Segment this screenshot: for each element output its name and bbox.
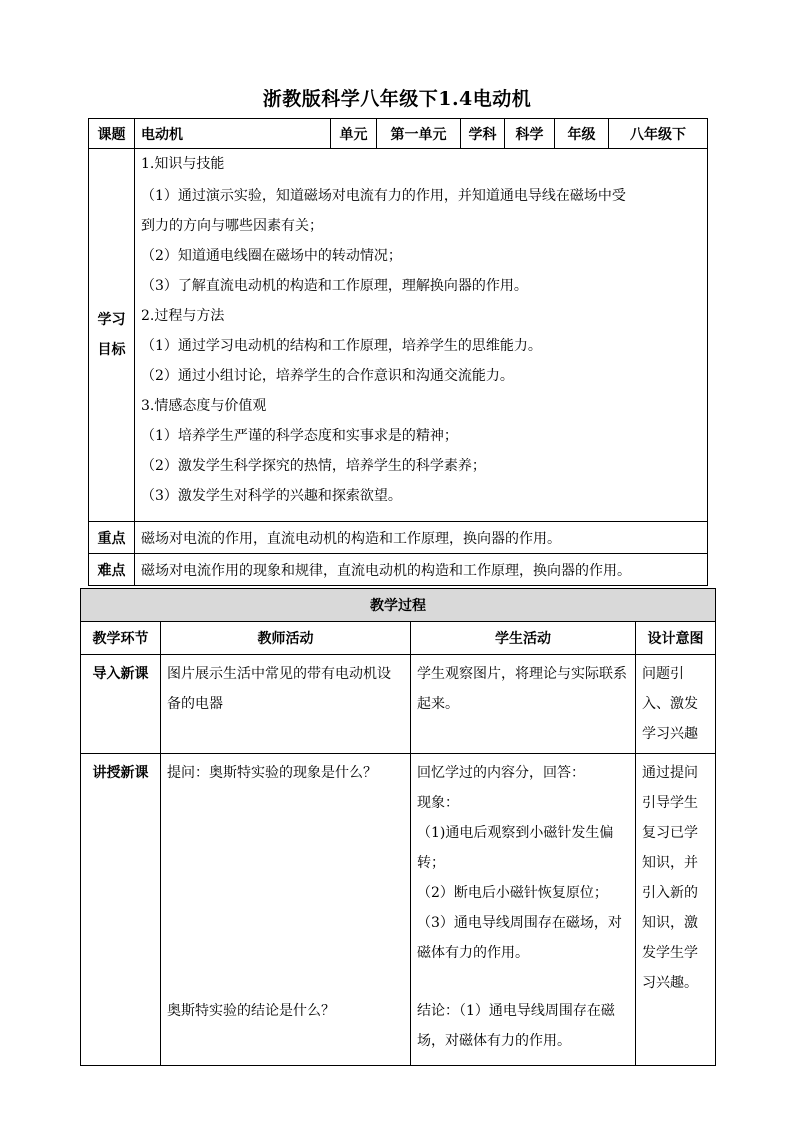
intent-cell: 通过提问引导学生复习已学知识，并引入新的知识，激发学生学习兴趣。 bbox=[636, 754, 716, 1066]
unit-label: 单元 bbox=[331, 119, 377, 149]
goals-line: 3.情感态度与价值观 bbox=[141, 398, 267, 414]
stage-cell: 讲授新课 bbox=[81, 754, 161, 1066]
goals-line: 1.知识与技能 bbox=[141, 156, 225, 172]
goals-line: （1）通过学习电动机的结构和工作原理，培养学生的思维能力。 bbox=[141, 338, 542, 354]
subject-label: 学科 bbox=[461, 119, 505, 149]
document-title: 浙教版科学八年级下1.4电动机 bbox=[262, 88, 532, 110]
teacher-question: 奥斯特实验的结论是什么？ bbox=[167, 1003, 335, 1019]
student-cell bbox=[411, 754, 636, 1066]
goals-line: 2.过程与方法 bbox=[141, 308, 225, 324]
table-row bbox=[81, 655, 716, 754]
process-heading: 教学过程 bbox=[81, 589, 716, 622]
goals-line: （2）激发学生科学探究的热情，培养学生的科学素养； bbox=[141, 458, 486, 474]
topic-label: 课题 bbox=[89, 119, 135, 149]
intent-cell: 问题引入、激发学习兴趣 bbox=[636, 655, 716, 754]
teaching-process-table bbox=[80, 588, 716, 1066]
difficult-label: 难点 bbox=[89, 554, 135, 586]
topic-value: 电动机 bbox=[135, 119, 331, 149]
goals-line: （3）了解直流电动机的构造和工作原理，理解换向器的作用。 bbox=[141, 278, 528, 294]
course-info-table bbox=[88, 118, 708, 586]
grade-value: 八年级下 bbox=[609, 119, 708, 149]
student-cell: 学生观察图片，将理论与实际联系起来。 bbox=[411, 655, 636, 754]
key-text: 磁场对电流的作用，直流电动机的构造和工作原理，换向器的作用。 bbox=[135, 522, 708, 554]
goals-line: （1）通过演示实验，知道磁场对电流有力的作用，并知道通电导线在磁场中受 bbox=[141, 188, 626, 204]
teacher-cell: 图片展示生活中常见的带有电动机设备的电器 bbox=[161, 655, 411, 754]
unit-value: 第一单元 bbox=[377, 119, 461, 149]
goals-line: （2）通过小组讨论，培养学生的合作意识和沟通交流能力。 bbox=[141, 368, 514, 384]
stage-cell: 导入新课 bbox=[81, 655, 161, 754]
grade-label: 年级 bbox=[555, 119, 609, 149]
student-answer-line: （3）通电导线周围存在磁场，对磁体有力的作用。 bbox=[417, 915, 622, 961]
goals-line: （1）培养学生严谨的科学态度和实事求是的精神； bbox=[141, 428, 458, 444]
column-header: 教学环节 bbox=[81, 622, 161, 655]
teacher-question: 提问：奥斯特实验的现象是什么？ bbox=[167, 765, 377, 781]
goals-content bbox=[135, 149, 708, 522]
goals-line: （3）激发学生对科学的兴趣和探索欲望。 bbox=[141, 488, 402, 504]
column-header: 教师活动 bbox=[161, 622, 411, 655]
key-label: 重点 bbox=[89, 522, 135, 554]
teacher-cell bbox=[161, 754, 411, 1066]
student-conclusion: 结论：（1）通电导线周围存在磁场，对磁体有力的作用。 bbox=[417, 1003, 615, 1049]
student-answer-line: （2）断电后小磁针恢复原位； bbox=[417, 885, 608, 901]
student-answer-line: 回忆学过的内容分，回答： bbox=[417, 765, 585, 781]
difficult-text: 磁场对电流作用的现象和规律，直流电动机的构造和工作原理，换向器的作用。 bbox=[135, 554, 708, 586]
goals-label: 学习 目标 bbox=[89, 149, 135, 522]
column-header: 学生活动 bbox=[411, 622, 636, 655]
table-row bbox=[81, 754, 716, 1066]
goals-line: 到力的方向与哪些因素有关； bbox=[141, 218, 323, 234]
student-answer-line: （1)通电后观察到小磁针发生偏转； bbox=[417, 825, 614, 871]
student-answer-line: 现象： bbox=[417, 795, 459, 811]
goals-line: （2）知道通电线圈在磁场中的转动情况； bbox=[141, 248, 402, 264]
column-header: 设计意图 bbox=[636, 622, 716, 655]
subject-value: 科学 bbox=[505, 119, 555, 149]
